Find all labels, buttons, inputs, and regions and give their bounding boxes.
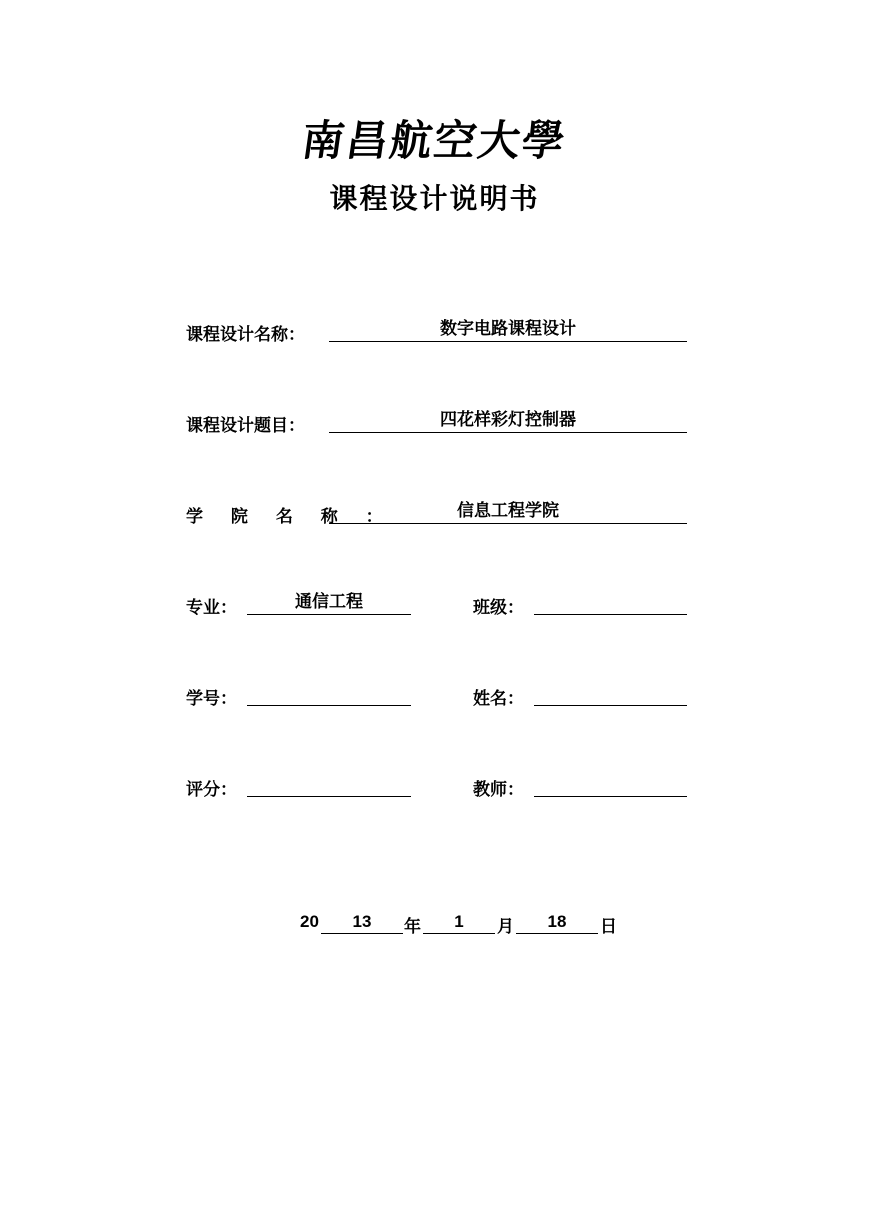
score-field[interactable] bbox=[247, 772, 411, 797]
date-month-label: 月 bbox=[497, 917, 514, 936]
date-day-label: 日 bbox=[600, 917, 617, 936]
course-name-field[interactable]: 数字电路课程设计 bbox=[329, 317, 687, 342]
major-label: 专业： bbox=[186, 598, 237, 618]
score-label: 评分： bbox=[186, 780, 237, 800]
class-field[interactable] bbox=[534, 590, 687, 615]
course-name-label: 课程设计名称： bbox=[186, 325, 305, 345]
topic-field[interactable]: 四花样彩灯控制器 bbox=[329, 408, 687, 433]
major-field[interactable]: 通信工程 bbox=[247, 590, 411, 615]
date-year-label: 年 bbox=[404, 917, 421, 936]
college-label: 学 院 名 称 ： bbox=[186, 507, 394, 527]
document-title: 课程设计说明书 bbox=[329, 182, 540, 215]
date-year-prefix: 20 bbox=[300, 912, 319, 931]
date-month-field[interactable]: 1 bbox=[423, 911, 495, 934]
name-label: 姓名： bbox=[473, 689, 524, 709]
date-year-field[interactable]: 13 bbox=[321, 911, 403, 934]
date-day-field[interactable]: 18 bbox=[516, 911, 598, 934]
teacher-field[interactable] bbox=[534, 772, 687, 797]
student-id-field[interactable] bbox=[247, 681, 411, 706]
university-logo-text: 南昌航空大學 bbox=[298, 116, 570, 165]
topic-label: 课程设计题目： bbox=[186, 416, 305, 436]
college-field[interactable]: 信息工程学院 bbox=[329, 499, 687, 524]
class-label: 班级： bbox=[473, 598, 524, 618]
teacher-label: 教师： bbox=[473, 780, 524, 800]
student-id-label: 学号： bbox=[186, 689, 237, 709]
name-field[interactable] bbox=[534, 681, 687, 706]
